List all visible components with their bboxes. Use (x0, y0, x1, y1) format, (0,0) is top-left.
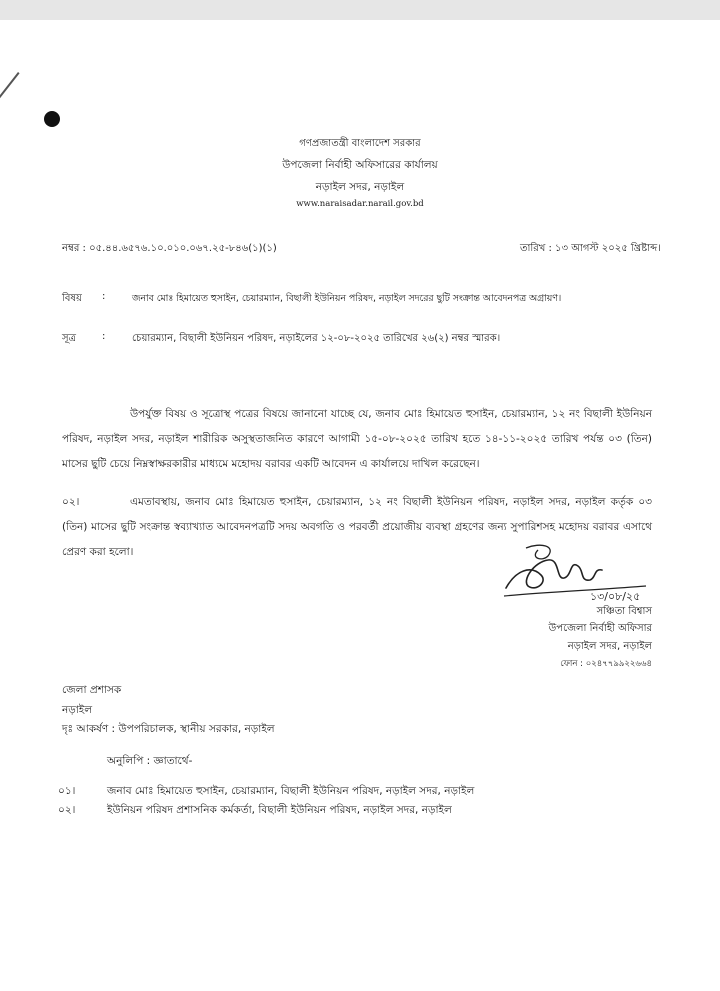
signatory-name: সঞ্চিতা বিশ্বাস (596, 606, 652, 617)
paragraph-2-text: এমতাবস্থায়, জনাব মোঃ হিমায়েত হুসাইন, চেয়ারম্যান, ১২ নং বিছালী ইউনিয়ন পরিষদ, নড়াইল সদর, নড়াইল কর্তৃক ০৩ (তিন) মাসের ছুটি সংক্রান্ত স্বব্যাখ্যাত আবেদনপত্রটি সদয় অবগতি ও পরবর্তী প্রয়োজীয় ব্যবস্থা গ্রহণের জন্য সুপারিশসহ মহোদয় বরাবর এসাথে প্রেরণ করা হলো। (62, 496, 652, 558)
punch-hole-mark (44, 111, 60, 127)
paragraph-2-number: ০২। (62, 496, 80, 508)
recipient-attention: দৃঃ আকর্ষণ : উপপরিচালক, স্থানীয় সরকার, নড়াইল (62, 723, 275, 735)
memo-number: নম্বর : ০৫.৪৪.৬৫৭৬.১০.০১০.০৬৭.২৫-৮৪৬(১)(১) (62, 243, 277, 254)
subject-label: বিষয় (62, 293, 82, 304)
body-paragraph-1: উপর্যুক্ত বিষয় ও সূত্রোস্থ পত্রের বিষয়ে জানানো যাচ্ছে যে, জনাব মোঃ হিমায়েত হুসাইন, চেয়ারম্যান, ১২ নং বিছালী ইউনিয়ন পরিষদ, নড়াইল সদর, নড়াইল শারীরিক অসুস্থতাজনিত কারণে আগামী ১৫-০৮-২০২৫ তারিখ হতে ১৪-১১-২০২৫ তারিখ পর্যন্ত ০৩ (তিন) মাসের ছুটি চেয়ে নিম্নস্বাক্ষরকারীর মাধ্যমে মহোদয় বরাবর একটি আবেদন এ কার্যালয়ে দাখিল করেছেন। (62, 408, 652, 470)
subject-text: জনাব মোঃ হিমায়েত হুসাইন, চেয়ারম্যান, বিছালী ইউনিয়ন পরিষদ, নড়াইল সদরের ছুটি সংক্রান্ত আবেদনপত্র অগ্রায়ণ। (132, 293, 562, 304)
reference-label: সূত্র (62, 333, 76, 344)
reference-text: চেয়ারম্যান, বিছালী ইউনিয়ন পরিষদ, নড়াইলের ১২-০৮-২০২৫ তারিখের ২৬(২) নম্বর স্মারক। (132, 333, 501, 344)
scan-top-band (0, 0, 720, 20)
signatory-location: নড়াইল সদর, নড়াইল (567, 641, 652, 652)
copy-item-text: জনাব মোঃ হিমায়েত হুসাইন, চেয়ারম্যান, বিছালী ইউনিয়ন পরিষদ, নড়াইল সদর, নড়াইল (107, 785, 475, 797)
handwritten-signature (486, 540, 656, 610)
copy-item-text: ইউনিয়ন পরিষদ প্রশাসনিক কর্মকর্তা, বিছালী ইউনিয়ন পরিষদ, নড়াইল সদর, নড়াইল (107, 804, 452, 816)
signatory-title: উপজেলা নির্বাহী অফিসার (548, 623, 652, 634)
copy-item-number: ০২। (58, 804, 76, 816)
subject-colon: : (102, 291, 106, 302)
office-location: নড়াইল সদর, নড়াইল (315, 181, 405, 193)
reference-colon: : (102, 331, 106, 342)
recipient-line-1: জেলা প্রশাসক (62, 684, 122, 696)
government-title: গণপ্রজাতন্ত্রী বাংলাদেশ সরকার (299, 138, 421, 149)
signatory-phone: ফোন : ০২৪৭৭৯৯২২৬৬৪ (560, 659, 652, 669)
pen-mark (0, 72, 20, 108)
office-name: উপজেলা নির্বাহী অফিসারের কার্যালয় (282, 159, 438, 171)
signature-date: ১৩/০৮/২৫ (590, 590, 641, 603)
copy-title: অনুলিপি : জ্ঞাতার্থে- (107, 755, 193, 767)
office-website: www.naraisadar.narail.gov.bd (296, 199, 424, 209)
recipient-line-2: নড়াইল (62, 704, 93, 716)
copy-item-number: ০১। (58, 785, 76, 797)
memo-date: তারিখ : ১৩ আগস্ট ২০২৫ খ্রিষ্টাব্দ। (520, 243, 661, 254)
